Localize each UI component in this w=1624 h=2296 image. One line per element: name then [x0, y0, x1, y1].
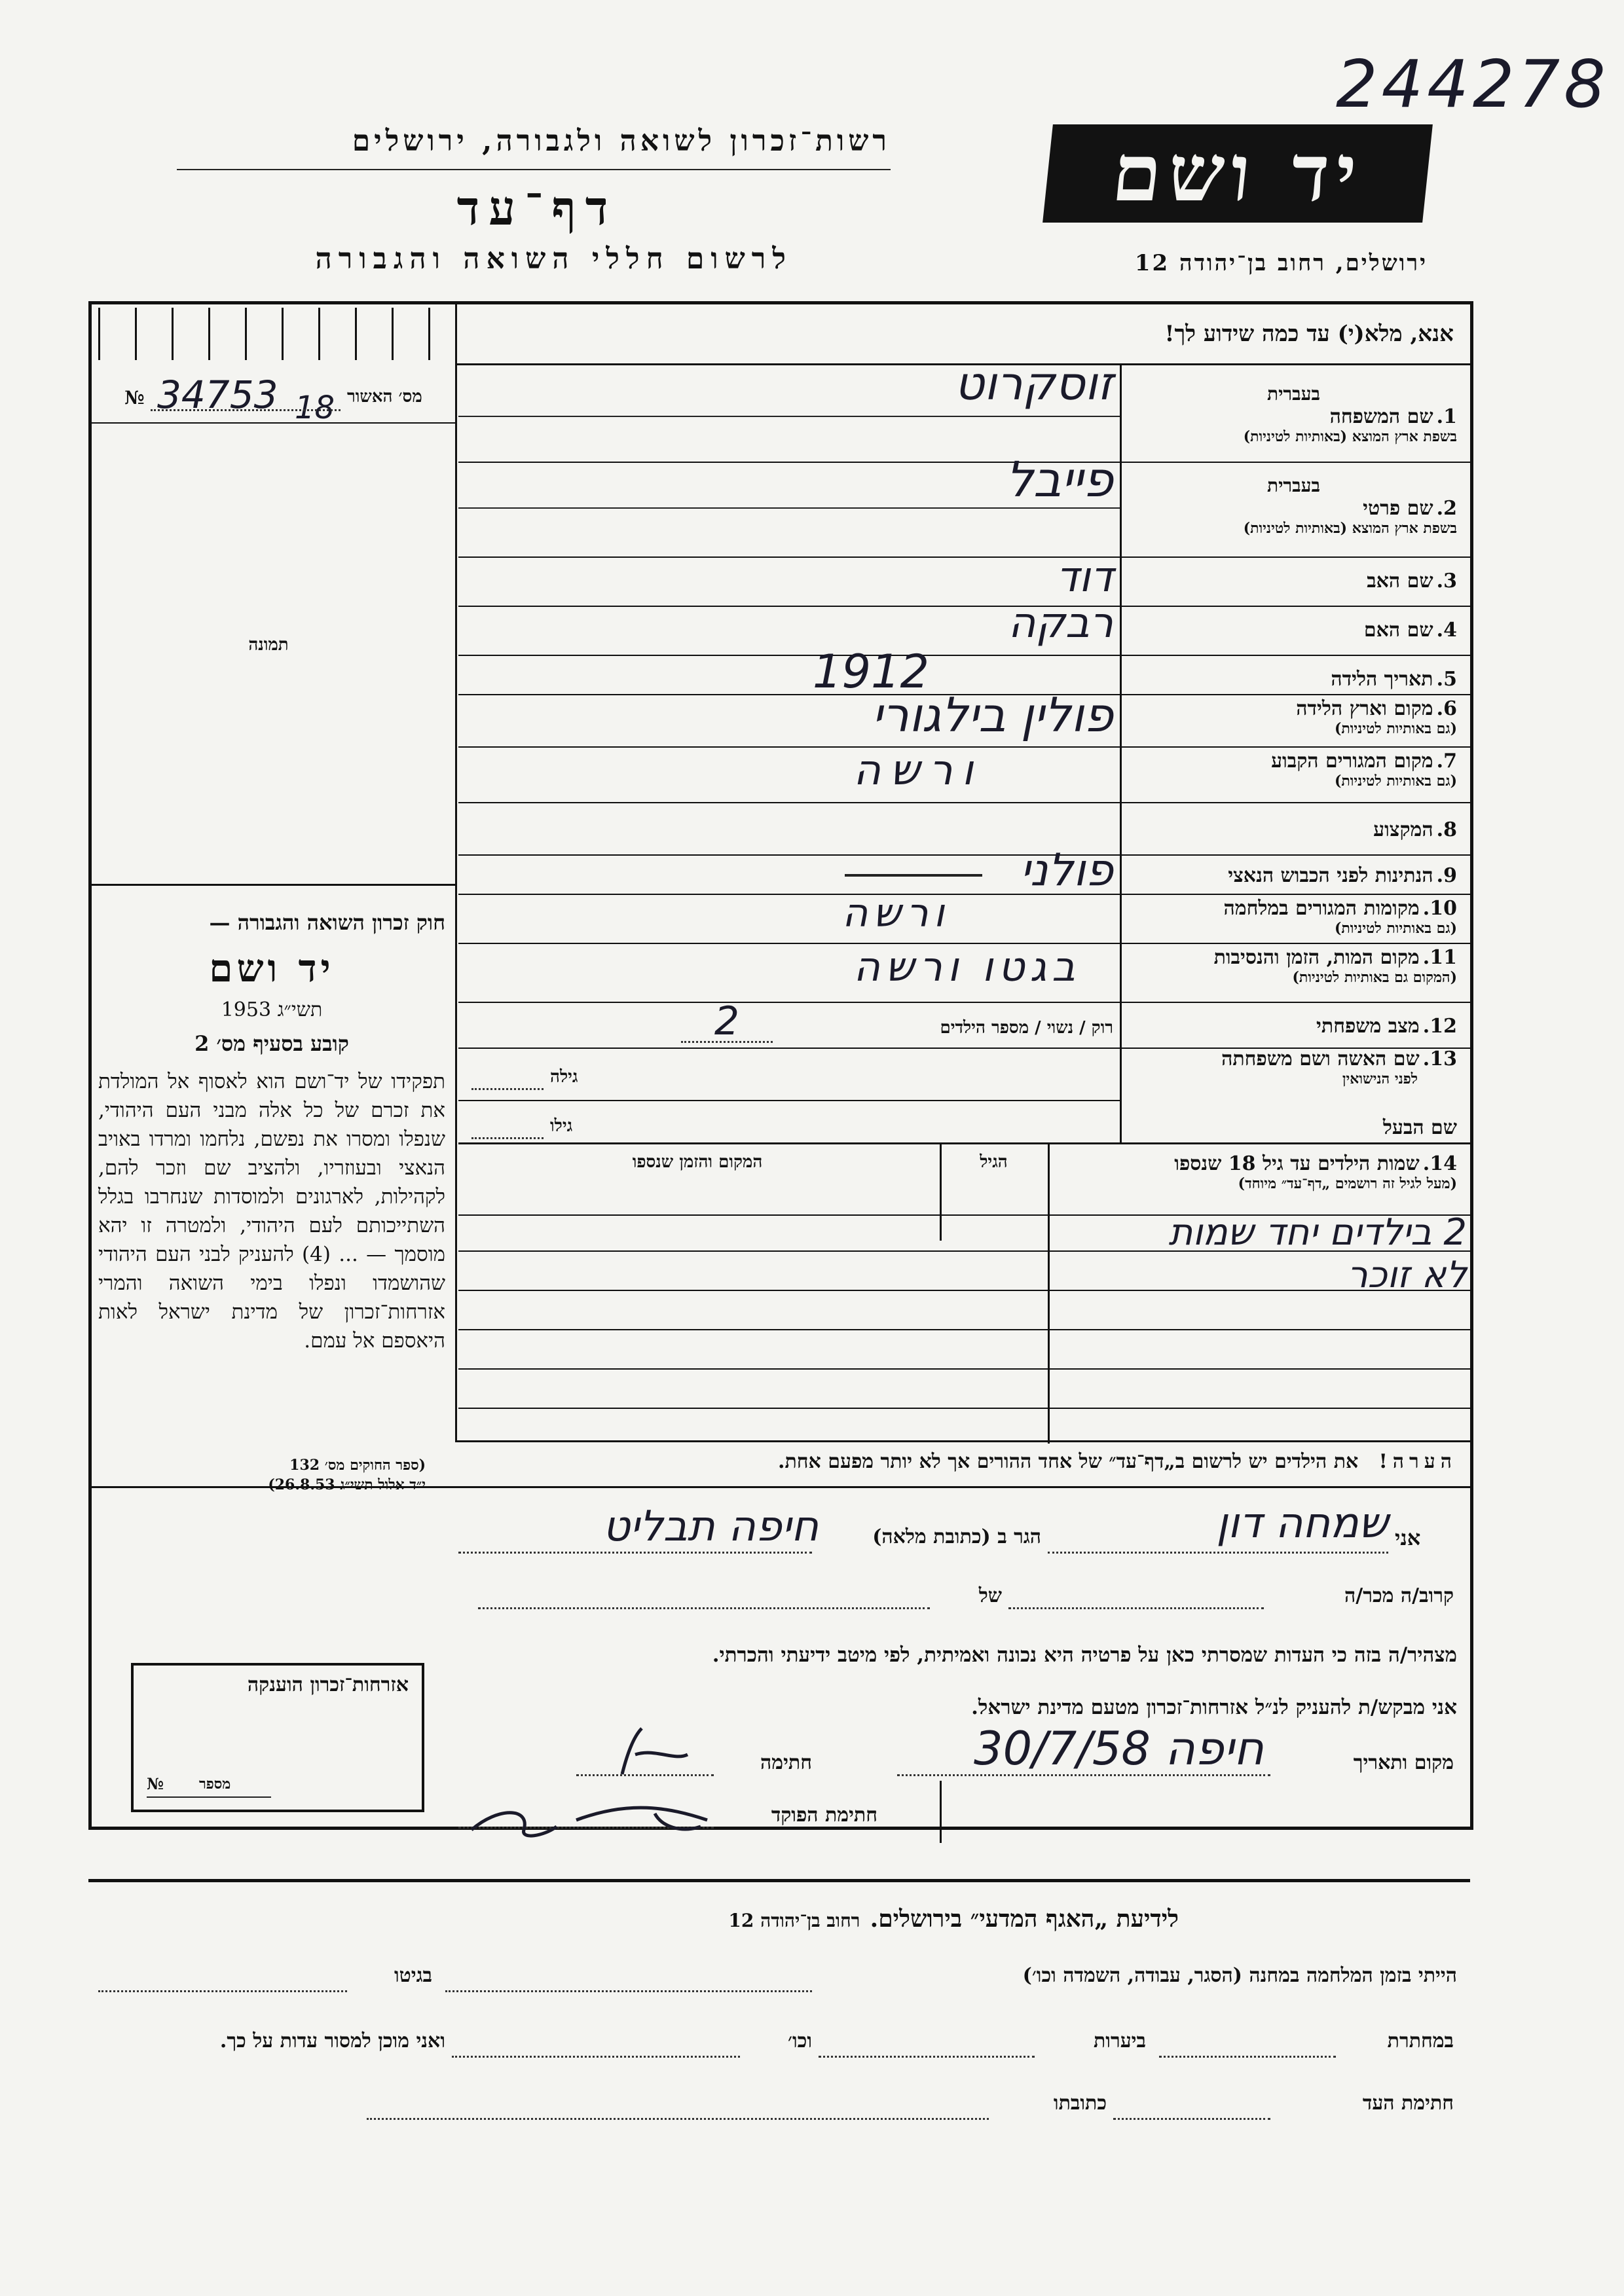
field-label: מקום המגורים הקבוע	[1271, 750, 1433, 773]
field-number: 13.	[1422, 1048, 1457, 1070]
decl-relative-line	[1008, 1607, 1264, 1609]
footer-address-label: כתובתו	[1053, 2092, 1107, 2115]
field-first-name	[1123, 475, 1457, 537]
marital-options: רוק / נשוי / מספר הילדים	[940, 1018, 1113, 1038]
footer-ghetto-line	[98, 1990, 347, 1992]
field-label: שם האשה ושם משפחתה	[1221, 1048, 1420, 1070]
children-col-divider-2	[940, 1142, 942, 1241]
footer-address-line	[367, 2118, 989, 2120]
decl-statement: מצהיר/ה בזה כי העדות שמסרתי כאן על פרטיה היא נכונה ואמיתית, לפי מיטב ידיעתי והכרתי.	[712, 1643, 1457, 1667]
value-residence: ורשה	[853, 746, 982, 795]
law-box-top-line	[92, 884, 455, 886]
field-tag: בעברית	[1267, 383, 1321, 405]
field-sublabel: (המקום גם באותיות לטיניות)	[1292, 969, 1457, 986]
serial-row-line	[92, 422, 455, 424]
law-name: יד ושם	[209, 946, 335, 991]
field-number: 9.	[1436, 864, 1457, 887]
child-row: 2 בילדים יחד שמות	[1168, 1211, 1467, 1254]
field-separator	[458, 802, 1470, 803]
field-residence	[1123, 750, 1457, 790]
field-number: 2.	[1436, 497, 1457, 520]
value-death-place: בגטו ורשה	[853, 943, 1080, 991]
field-birth-date	[1123, 668, 1457, 691]
note-bottom-line	[92, 1486, 1470, 1488]
field-label: שם הבעל	[1382, 1116, 1457, 1139]
official-signature	[458, 1781, 733, 1846]
field-number: 8.	[1436, 818, 1457, 841]
field-family-name	[1123, 383, 1457, 445]
field-number: 3.	[1436, 570, 1457, 592]
footer-ready: ואני מוכן למסור עדות על כך.	[219, 2030, 445, 2052]
field-father-name	[1123, 570, 1457, 592]
value-father-name: דוד	[1056, 553, 1113, 602]
field-label: מקומות המגורים במלחמה	[1223, 897, 1420, 920]
field-birth-place	[1123, 697, 1457, 737]
footer-witness-sig: חתימת העד	[1362, 2092, 1454, 2115]
footer-line-1	[98, 1964, 1457, 1987]
footer-ghetto: בגיטו	[394, 1964, 432, 1987]
serial-suffix: 18	[295, 390, 335, 426]
law-title: חוק זכרון השואה והגבורה —	[209, 910, 445, 935]
field-label: מקום וארץ הלידה	[1296, 697, 1433, 720]
strike-through	[845, 874, 982, 877]
field-sublabel: לפני הנישואין	[1342, 1070, 1418, 1087]
field-label: שמות הילדים עד גיל 18 שנספו	[1174, 1152, 1420, 1175]
field-husband-name	[1123, 1116, 1457, 1139]
footer-underground: במחתרת	[1387, 2030, 1454, 2052]
decl-place-date-value: חיפה 30/7/58	[974, 1722, 1264, 1776]
field-separator	[458, 1100, 1120, 1101]
field-label: תאריך הלידה	[1331, 668, 1433, 691]
wife-age-line	[471, 1088, 544, 1090]
footer-forests-line	[819, 2056, 1035, 2058]
serial-dotted-line	[151, 409, 341, 411]
children-row-line	[458, 1329, 1470, 1330]
law-text: תפקידו של יד־ושם הוא לאסוף אל המולדת את זכרם של כל אלה מבני העם היהודי, שנפלו ומסרו את נפשם, נלחמו ומרדו באויב הנאצי ובעוזריו, ולהציב שם וזכר להם, לקהילות, לארגונים ולמוסדות שנחרבו בגלל השתייכותם לעם היהודי, ולמטרה זו יהא מוסמך — ... (4) להעניק לבני העם היהודי שהושמדו ונפלו בימי השואה והמרי אזרחות־זכרון של מדינת ישראל לאות היאספם אל עמם.	[98, 1070, 445, 1353]
field-label: מצב משפחתי	[1316, 1015, 1420, 1038]
field-separator	[458, 1002, 1470, 1003]
field-number: 12.	[1422, 1015, 1457, 1038]
husband-age-label: גילו	[550, 1116, 573, 1136]
form-subtitle: לרשום חללי השואה והגבורה	[315, 242, 792, 276]
children-col-place: המקום והזמן שנספו	[632, 1152, 763, 1172]
witness-signature	[583, 1722, 714, 1781]
decl-address-line	[458, 1552, 812, 1554]
husband-age-line	[471, 1137, 544, 1139]
field-tag: בעברית	[1267, 475, 1321, 496]
children-row-line	[458, 1368, 1470, 1370]
decl-place-date-line	[897, 1774, 1270, 1776]
field-label: שם האב	[1367, 570, 1433, 592]
footer-etc: וכו׳	[788, 2030, 812, 2052]
decl-official-signature: חתימת הפוקד	[771, 1804, 877, 1827]
logo-text: יד ושם	[1107, 127, 1368, 219]
serial-ticks	[98, 308, 445, 360]
field-profession	[1123, 818, 1457, 841]
field-sublabel: (מעל לגיל זה רושמים „דף־עד״ מיוחד)	[1238, 1175, 1457, 1192]
field-wife-name	[1123, 1048, 1457, 1087]
note-text: את הילדים יש לרשום ב„דף־עד״ של אחד ההורים אך לא יותר מפעם אחת.	[778, 1450, 1359, 1473]
note-row	[458, 1450, 1457, 1473]
footer-title: לידיעת „האגף המדעי״ בירושלים.	[870, 1905, 1179, 1933]
footer-address: רחוב בן־יהודה 12	[728, 1910, 860, 1931]
serial-prefix: №	[124, 387, 145, 409]
row-line	[458, 416, 1120, 417]
law-ref-2: י״ד אלול תשי״ג 26.8.53)	[268, 1476, 426, 1493]
instruction-text: אנא, מלא(י) עד כמה שידוע לך!	[1164, 321, 1454, 347]
field-number: 7.	[1436, 750, 1457, 773]
footer-etc-line	[452, 2056, 740, 2058]
archive-number: 244278	[1336, 46, 1610, 122]
children-col-age: הגיל	[980, 1152, 1008, 1172]
form-title: דף־עד	[456, 180, 618, 236]
decl-address-value: חיפה תבליט	[602, 1503, 819, 1551]
law-ref-1: (ספר החוקים מס׳ 132	[289, 1457, 426, 1474]
children-header	[1051, 1152, 1457, 1192]
yad-vashem-logo	[1043, 124, 1433, 223]
decl-signature: חתימה	[760, 1751, 812, 1774]
decl-place-date: מקום ותאריך	[1353, 1751, 1454, 1774]
footer-heading	[393, 1905, 1179, 1933]
field-mother-name	[1123, 619, 1457, 642]
children-col-divider-1	[1048, 1142, 1050, 1444]
field-number: 4.	[1436, 619, 1457, 642]
field-sublabel: בשפת ארץ המוצא (באותיות לטיניות)	[1243, 520, 1457, 537]
field-number: 5.	[1436, 668, 1457, 691]
footer-forests: ביערות	[1093, 2030, 1146, 2052]
footer-witness-line	[1113, 2118, 1270, 2120]
value-family-name: זוסקרוט	[954, 357, 1113, 410]
field-label: מקום המות, הזמן והנסיבות	[1213, 946, 1420, 969]
law-clause: קובע בסעיף מס׳ 2	[194, 1031, 349, 1056]
note-top-line	[455, 1440, 1470, 1442]
decl-request: אני מבקש/ת להעניק לנ״ל אזרחות־זכרון מטעם מדינת ישראל.	[971, 1696, 1457, 1719]
citizenship-box-number-label: מספר	[199, 1776, 231, 1793]
value-wartime-residence: ורשה	[842, 890, 950, 936]
left-column-divider	[455, 301, 457, 1440]
header-address: ירושלים, רחוב בן־יהודה 12	[1134, 250, 1428, 276]
photo-label: תמונה	[248, 635, 289, 655]
children-count-line	[681, 1041, 773, 1043]
citizenship-box-footer	[147, 1774, 409, 1800]
value-birth-place: פולין בילגורי	[872, 687, 1113, 742]
serial-value: 34753	[157, 373, 278, 417]
serial-number-row	[105, 373, 445, 426]
row-line	[458, 507, 1120, 509]
serial-label: מס׳ האשור	[347, 387, 422, 407]
citizenship-box-no: №	[147, 1774, 164, 1793]
label-column-divider	[1120, 363, 1122, 1142]
field-marital-status	[1123, 1015, 1457, 1038]
field-label: הנתינות לפני הכבוש הנאצי	[1228, 864, 1433, 887]
field-sublabel: (גם באותיות לטיניות)	[1334, 773, 1457, 790]
decl-name-value: שמחה דון	[1216, 1499, 1388, 1548]
decl-of: של	[978, 1584, 1002, 1607]
field-label: שם פרטי	[1363, 497, 1433, 520]
note-label: הערה!	[1378, 1450, 1457, 1473]
field-number: 1.	[1436, 405, 1457, 428]
children-row-line	[458, 1408, 1470, 1409]
field-number: 10.	[1422, 897, 1457, 920]
footer-camp-line	[445, 1990, 812, 1992]
decl-relative: קרוב/ה מכר/ה	[1344, 1584, 1454, 1607]
field-citizenship	[1123, 864, 1457, 887]
field-label: שם המשפחה	[1329, 405, 1433, 428]
field-number: 14.	[1422, 1152, 1457, 1175]
field-death-place	[1123, 946, 1457, 986]
citizenship-box-line	[147, 1796, 271, 1798]
field-label: המקצוע	[1373, 818, 1433, 841]
decl-resides: הגר ב (כתובת מלאה)	[872, 1525, 1041, 1548]
value-citizenship: פולני	[1020, 845, 1113, 896]
children-table-top	[458, 1142, 1470, 1144]
wife-age-label: גילה	[550, 1067, 578, 1087]
authority-title: רשות־זכרון לשואה ולגבורה, ירושלים	[352, 124, 891, 158]
field-number: 11.	[1422, 946, 1457, 969]
value-first-name: פייבל	[1005, 452, 1113, 508]
footer-underground-line	[1159, 2056, 1336, 2058]
value-mother-name: רבקה	[1008, 599, 1113, 647]
citizenship-box-title: אזרחות־זכרון הוענקה	[247, 1673, 409, 1696]
field-wartime-residence	[1123, 897, 1457, 937]
field-sublabel: בשפת ארץ המוצא (באותיות לטיניות)	[1243, 428, 1457, 445]
decl-of-line	[478, 1607, 930, 1609]
child-row: לא זוכר	[1347, 1254, 1467, 1296]
law-year: תשי״ג 1953	[221, 998, 323, 1021]
decl-divider	[940, 1781, 942, 1843]
citizenship-box	[131, 1663, 424, 1812]
authority-underline	[177, 169, 891, 170]
footer-camp-text: הייתי בזמן המלחמה במחנה (הסגר, עבודה, השמדה וכו׳)	[1022, 1964, 1457, 1987]
field-label: שם האם	[1363, 619, 1433, 642]
decl-ani: אני	[1395, 1525, 1421, 1550]
field-sublabel: (גם באותיות לטיניות)	[1334, 920, 1457, 937]
field-number: 6.	[1436, 697, 1457, 720]
decl-name-line	[1048, 1552, 1388, 1554]
footer-top-line	[88, 1879, 1470, 1882]
value-children-count: 2	[714, 998, 740, 1044]
field-separator	[458, 894, 1470, 895]
value-birth-date: 1912	[812, 645, 930, 699]
field-sublabel: (גם באותיות לטיניות)	[1334, 720, 1457, 737]
